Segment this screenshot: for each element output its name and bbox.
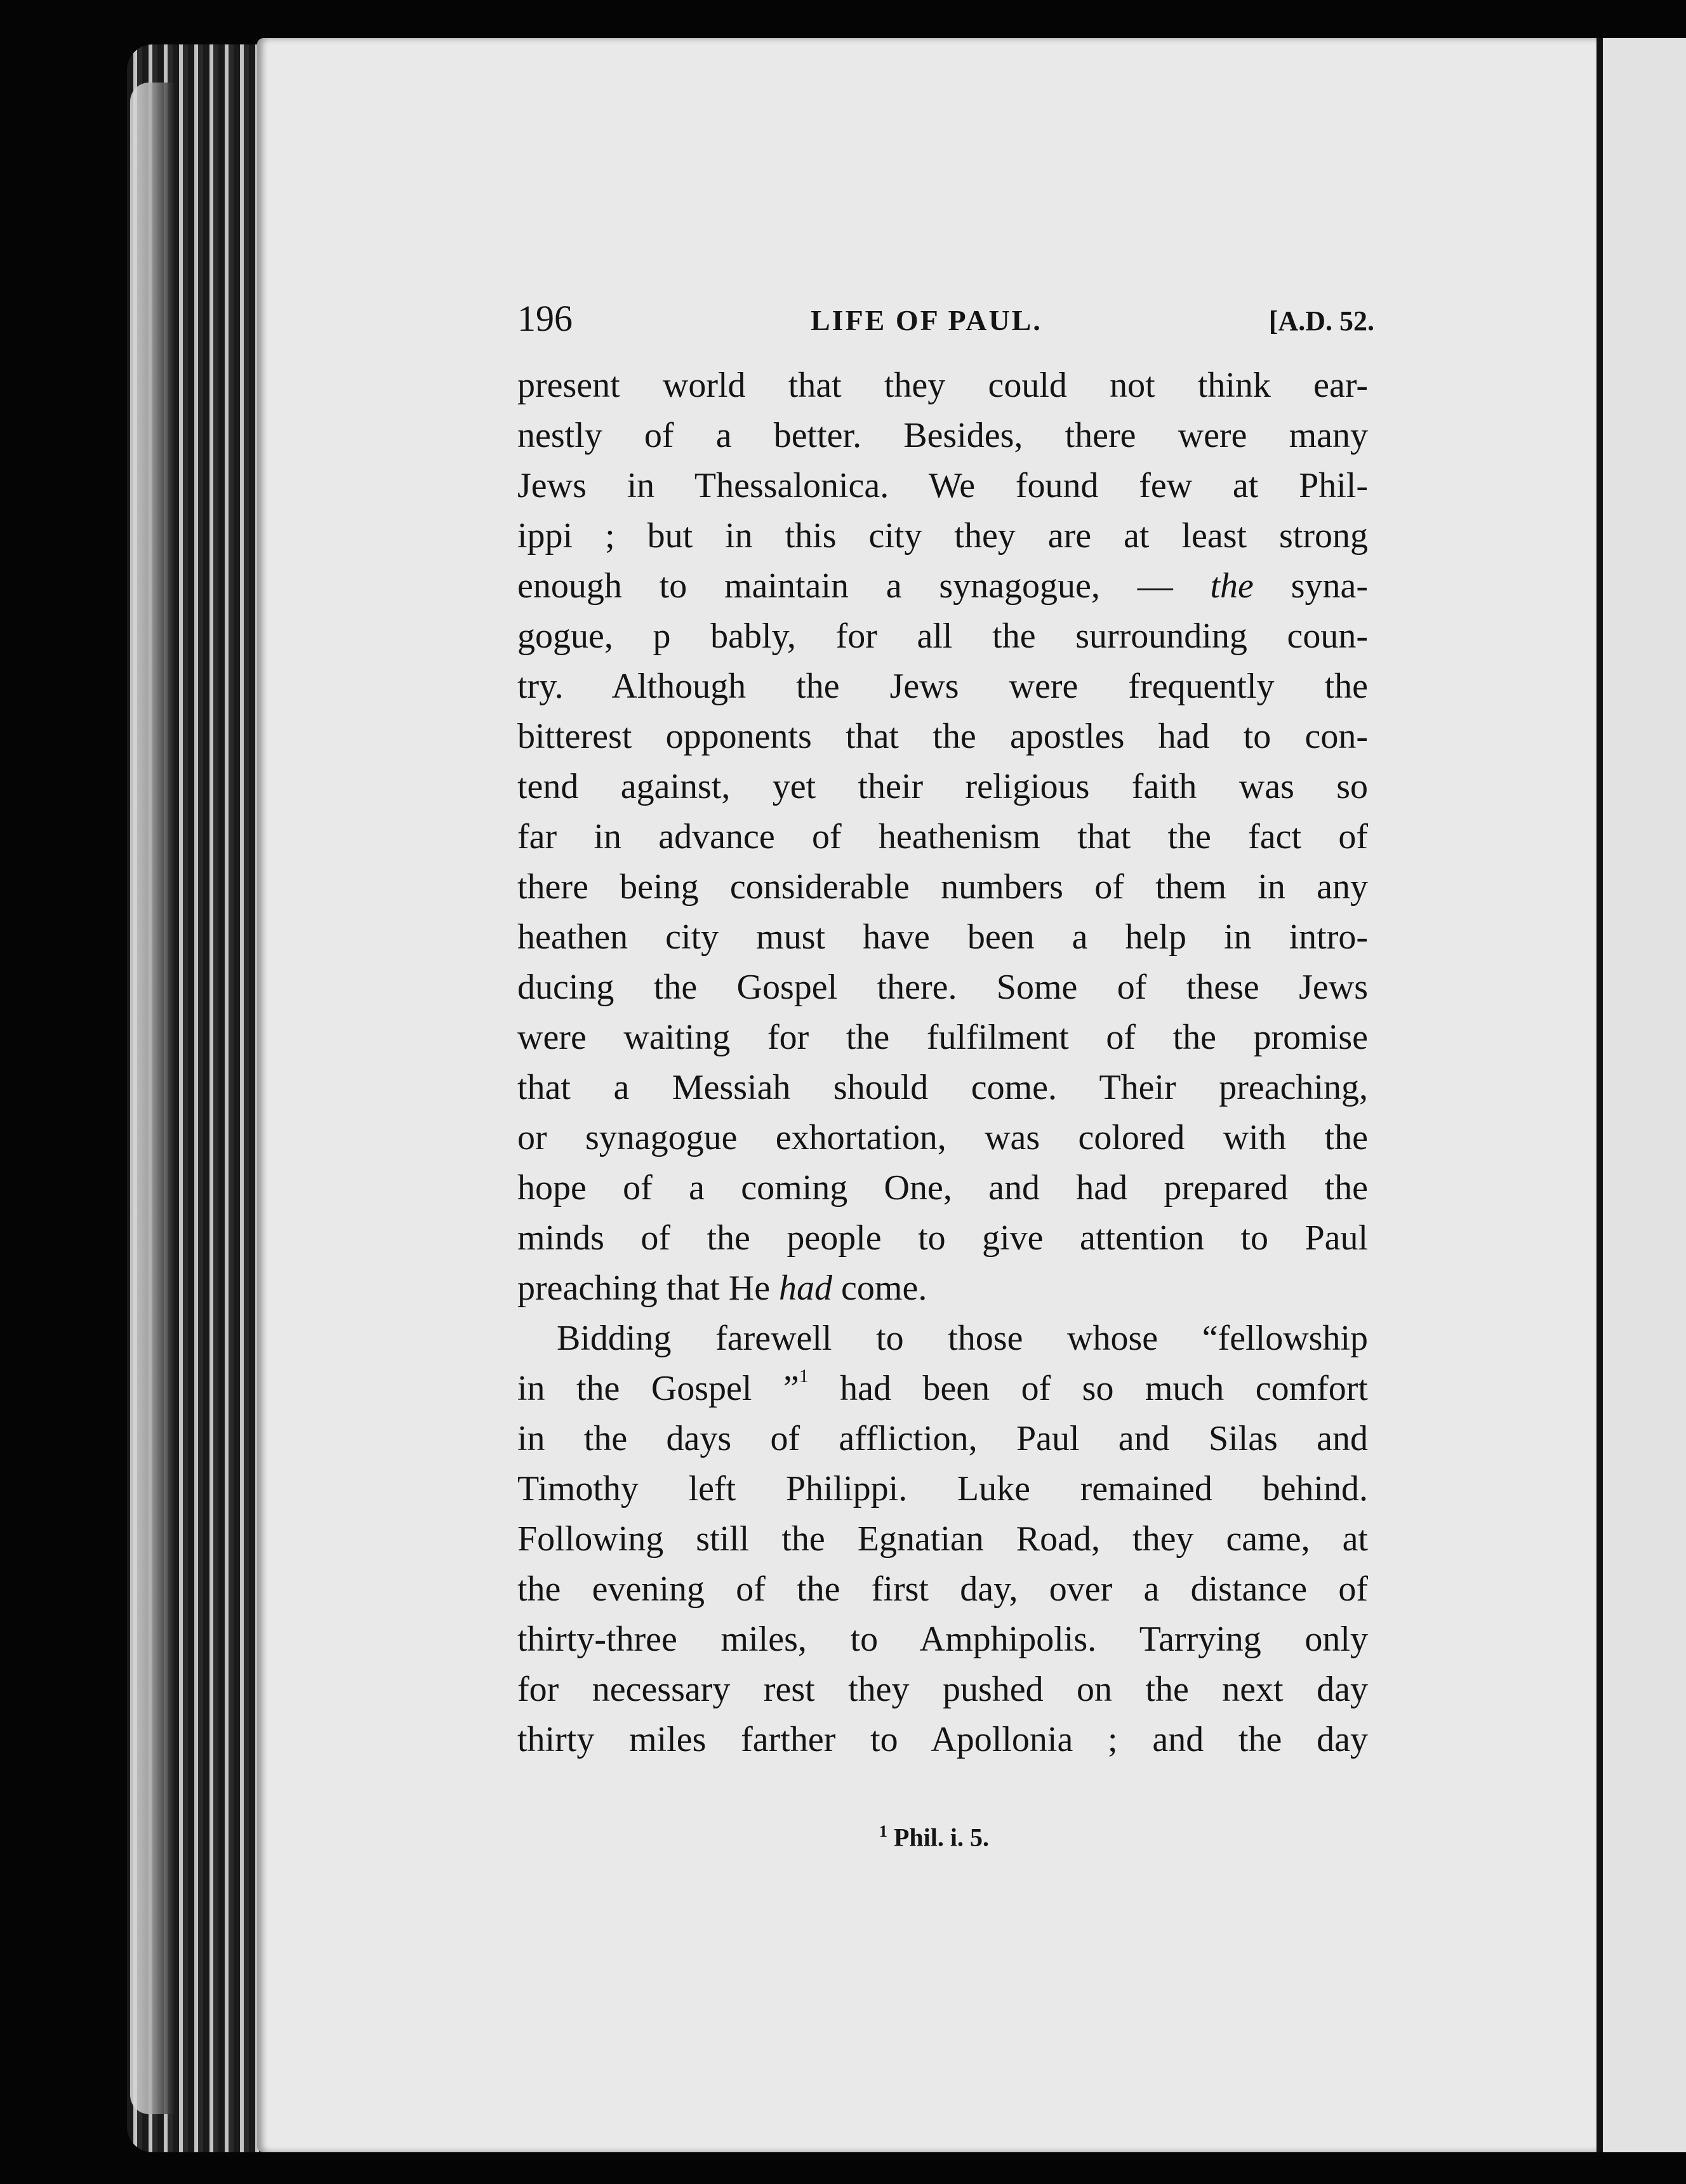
text-fragment: in the Gospel ” bbox=[517, 1369, 799, 1408]
text-line bbox=[517, 1263, 1368, 1314]
text-line: bitterest opponents that the apostles had to con- bbox=[517, 717, 1368, 756]
text-line bbox=[517, 1364, 1368, 1414]
footnote-reference: 1 bbox=[799, 1366, 809, 1387]
text-line: thirty miles farther to Apollonia ; and the day bbox=[517, 1720, 1368, 1759]
text-line bbox=[517, 561, 1368, 611]
text-fragment: enough to maintain a synagogue, — bbox=[517, 566, 1211, 606]
footnote bbox=[879, 1822, 989, 1852]
text-line: that a Messiah should come. Their preaching, bbox=[517, 1068, 1368, 1107]
text-fragment: had been of so much comfort bbox=[808, 1369, 1368, 1408]
worn-page-margin bbox=[130, 83, 175, 2114]
running-title: LIFE OF PAUL. bbox=[811, 304, 1042, 336]
book-gutter bbox=[1596, 38, 1603, 2152]
running-head bbox=[517, 297, 1374, 348]
text-line: Jews in Thessalonica. We found few at Phil- bbox=[517, 466, 1368, 505]
emphasis-text: had bbox=[779, 1268, 833, 1308]
text-line: or synagogue exhortation, was colored with the bbox=[517, 1118, 1368, 1157]
text-fragment: syna- bbox=[1253, 566, 1368, 606]
text-fragment: come. bbox=[832, 1268, 927, 1308]
text-line: Bidding farewell to those whose “fellowship bbox=[557, 1319, 1368, 1358]
text-fragment: preaching that He bbox=[517, 1268, 780, 1308]
text-line: for necessary rest they pushed on the next day bbox=[517, 1670, 1368, 1709]
text-line: in the days of affliction, Paul and Silas and bbox=[517, 1419, 1368, 1458]
text-line: far in advance of heathenism that the fact of bbox=[517, 817, 1368, 856]
text-line: gogue, p bably, for all the surrounding coun- bbox=[517, 616, 1368, 656]
footnote-text: Phil. i. 5. bbox=[894, 1823, 990, 1852]
text-line: there being considerable numbers of them in any bbox=[517, 867, 1368, 907]
text-line: ducing the Gospel there. Some of these Jews bbox=[517, 968, 1368, 1007]
text-line: minds of the people to give attention to Paul bbox=[517, 1218, 1368, 1258]
text-line: present world that they could not think ear- bbox=[517, 366, 1368, 405]
page-text-block bbox=[517, 297, 1374, 1765]
text-line: Timothy left Philippi. Luke remained behind. bbox=[517, 1469, 1368, 1508]
footnote-marker: 1 bbox=[879, 1822, 887, 1841]
facing-page-edge bbox=[1603, 38, 1686, 2152]
text-line: the evening of the first day, over a distance of bbox=[517, 1569, 1368, 1609]
date-marker: [A.D. 52. bbox=[1268, 305, 1374, 336]
text-line: heathen city must have been a help in intro- bbox=[517, 917, 1368, 957]
text-line: thirty-three miles, to Amphipolis. Tarrying only bbox=[517, 1620, 1368, 1659]
text-line: try. Although the Jews were frequently the bbox=[517, 667, 1368, 706]
text-line: were waiting for the fulfilment of the promise bbox=[517, 1018, 1368, 1057]
body-text bbox=[517, 361, 1368, 1765]
text-line: ippi ; but in this city they are at least strong bbox=[517, 516, 1368, 556]
text-line: hope of a coming One, and had prepared the bbox=[517, 1168, 1368, 1208]
text-line: tend against, yet their religious faith was so bbox=[517, 767, 1368, 806]
text-line: nestly of a better. Besides, there were many bbox=[517, 416, 1368, 455]
page-number: 196 bbox=[517, 298, 573, 339]
emphasis-text: the bbox=[1210, 566, 1254, 606]
text-line: Following still the Egnatian Road, they came, at bbox=[517, 1519, 1368, 1559]
